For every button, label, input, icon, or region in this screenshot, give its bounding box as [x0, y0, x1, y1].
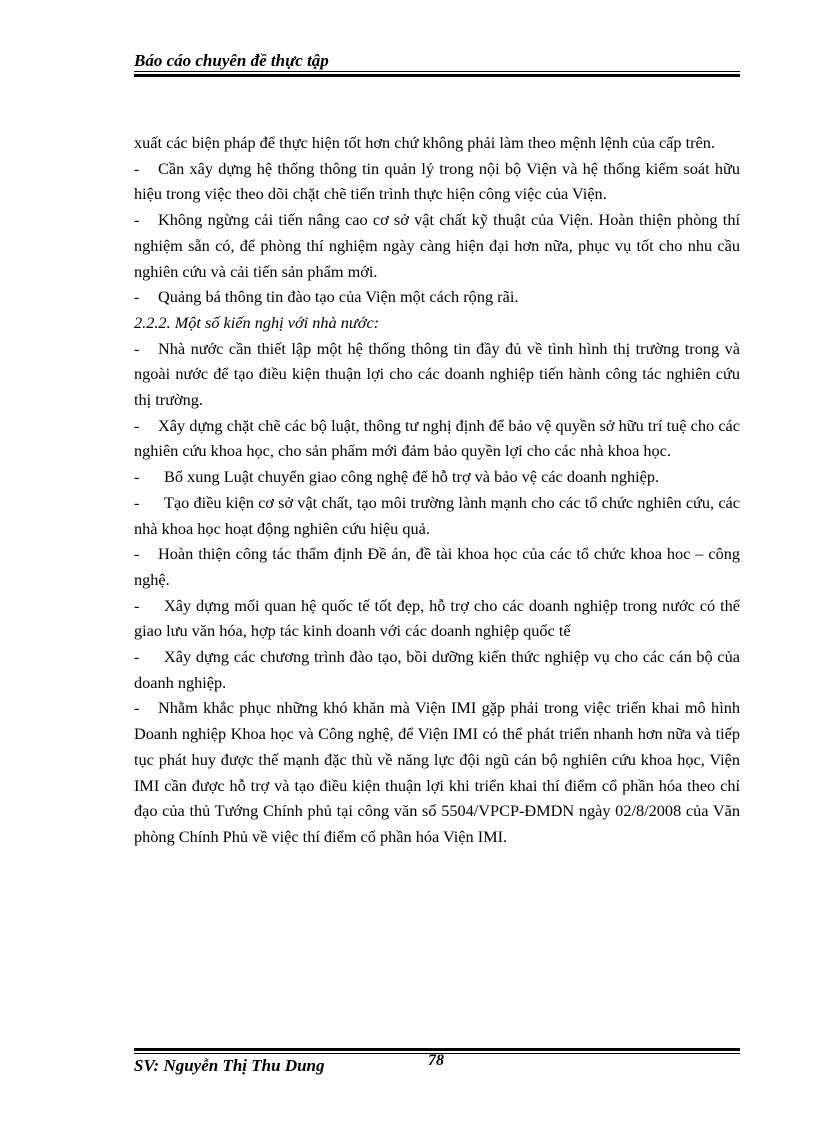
bullet-dash: -: [134, 158, 140, 178]
bullet-item-3: - Không ngừng cải tiến nâng cao cơ sở vật chất kỹ thuật của Viện. Hoàn thiện phòng thí nghiệm sẵn có, để phòng thí nghiệm ngày càng hiện đại hơn nữa, phục vụ tốt cho nhu cầu nghiên cứu và cải tiến sản phẩm mới.: [134, 207, 740, 284]
bullet-item-12: - Xây dựng các chương trình đào tạo, bồi dưỡng kiến thức nghiệp vụ cho các cán bộ của doanh nghiệp.: [134, 644, 740, 695]
bullet-dash: -: [134, 415, 140, 435]
bullet-item-9: - Tạo điều kiện cơ sở vật chất, tạo môi trường lành mạnh cho các tổ chức nghiên cứu, các nhà khoa học hoạt động nghiên cứu hiệu quả.: [134, 490, 740, 541]
page-header: [134, 50, 740, 72]
bullet-dash: -: [134, 467, 140, 487]
footer-author: SV: Nguyễn Thị Thu Dung: [134, 1056, 325, 1075]
bullet-item-13: - Nhằm khắc phục những khó khăn mà Viện IMI gặp phải trong việc triển khai mô hình Doanh nghiệp Khoa học và Công nghệ, để Viện IMI có thể phát triển nhanh hơn nữa và tiếp tục phát huy được thế mạnh đặc thù về năng lực đội ngũ cán bộ nghiên cứu khoa học, Viện IMI cần được hỗ trợ và tạo điều kiện thuận lợi khi triển khai thí điểm cổ phần hóa theo chỉ đạo của thủ Tướng Chính phủ tại công văn số 5504/VPCP-ĐMDN ngày 02/8/2008 của Văn phòng Chính Phủ về việc thí điểm cổ phần hóa Viện IMI.: [134, 695, 740, 849]
paragraph-1: xuất các biện pháp để thực hiện tốt hơn chứ không phải làm theo mệnh lệnh của cấp trên.: [134, 133, 715, 152]
bullet-dash: -: [134, 210, 140, 230]
bullet-dash: -: [134, 698, 140, 718]
bullet-item-8: - Bổ xung Luật chuyển giao công nghệ để hỗ trợ và bảo vệ các doanh nghiệp.: [134, 464, 740, 490]
page-footer: [134, 1048, 740, 1088]
bullet-dash: -: [134, 338, 140, 358]
bullet-item-2: - Cần xây dựng hệ thống thông tin quản lý trong nội bộ Viện và hệ thống kiểm soát hữu hiệu trong việc theo dõi chặt chẽ tiến trình thực hiện công việc của Viện.: [134, 156, 740, 207]
header-rule-thick: [134, 74, 740, 77]
bullet-item-11: - Xây dựng mối quan hệ quốc tế tốt đẹp, hỗ trợ cho các doanh nghiệp trong nước có thể giao lưu văn hóa, hợp tác kinh doanh với các doanh nghiệp quốc tế: [134, 593, 740, 644]
document-body: [134, 130, 740, 850]
bullet-item-10: - Hoàn thiện công tác thẩm định Đề án, đề tài khoa học của các tổ chức khoa hoc – công nghệ.: [134, 541, 740, 592]
footer-rule-thick: [134, 1048, 740, 1051]
bullet-dash: -: [134, 595, 140, 615]
bullet-item-7: - Xây dựng chặt chẽ các bộ luật, thông tư nghị định để bảo vệ quyền sở hữu trí tuệ cho các nghiên cứu khoa học, cho sản phẩm mới đảm bảo quyền lợi cho các nhà khoa học.: [134, 413, 740, 464]
bullet-item-4: - Quảng bá thông tin đào tạo của Viện một cách rộng rãi.: [134, 284, 740, 310]
bullet-dash: -: [134, 544, 140, 564]
bullet-dash: -: [134, 287, 140, 307]
bullet-item-6: - Nhà nước cần thiết lập một hệ thống thông tin đầy đủ về tình hình thị trường trong và ngoài nước để tạo điều kiện thuận lợi cho các doanh nghiệp tiến hành công tác nghiên cứu thị trường.: [134, 336, 740, 413]
page-number: 78: [428, 1052, 444, 1069]
bullet-dash: -: [134, 492, 140, 512]
header-rule-thin: [134, 71, 740, 72]
bullet-dash: -: [134, 647, 140, 667]
section-heading: 2.2.2. Một số kiến nghị với nhà nước:: [134, 312, 380, 332]
header-title: Báo cáo chuyên đề thực tập: [134, 51, 329, 70]
